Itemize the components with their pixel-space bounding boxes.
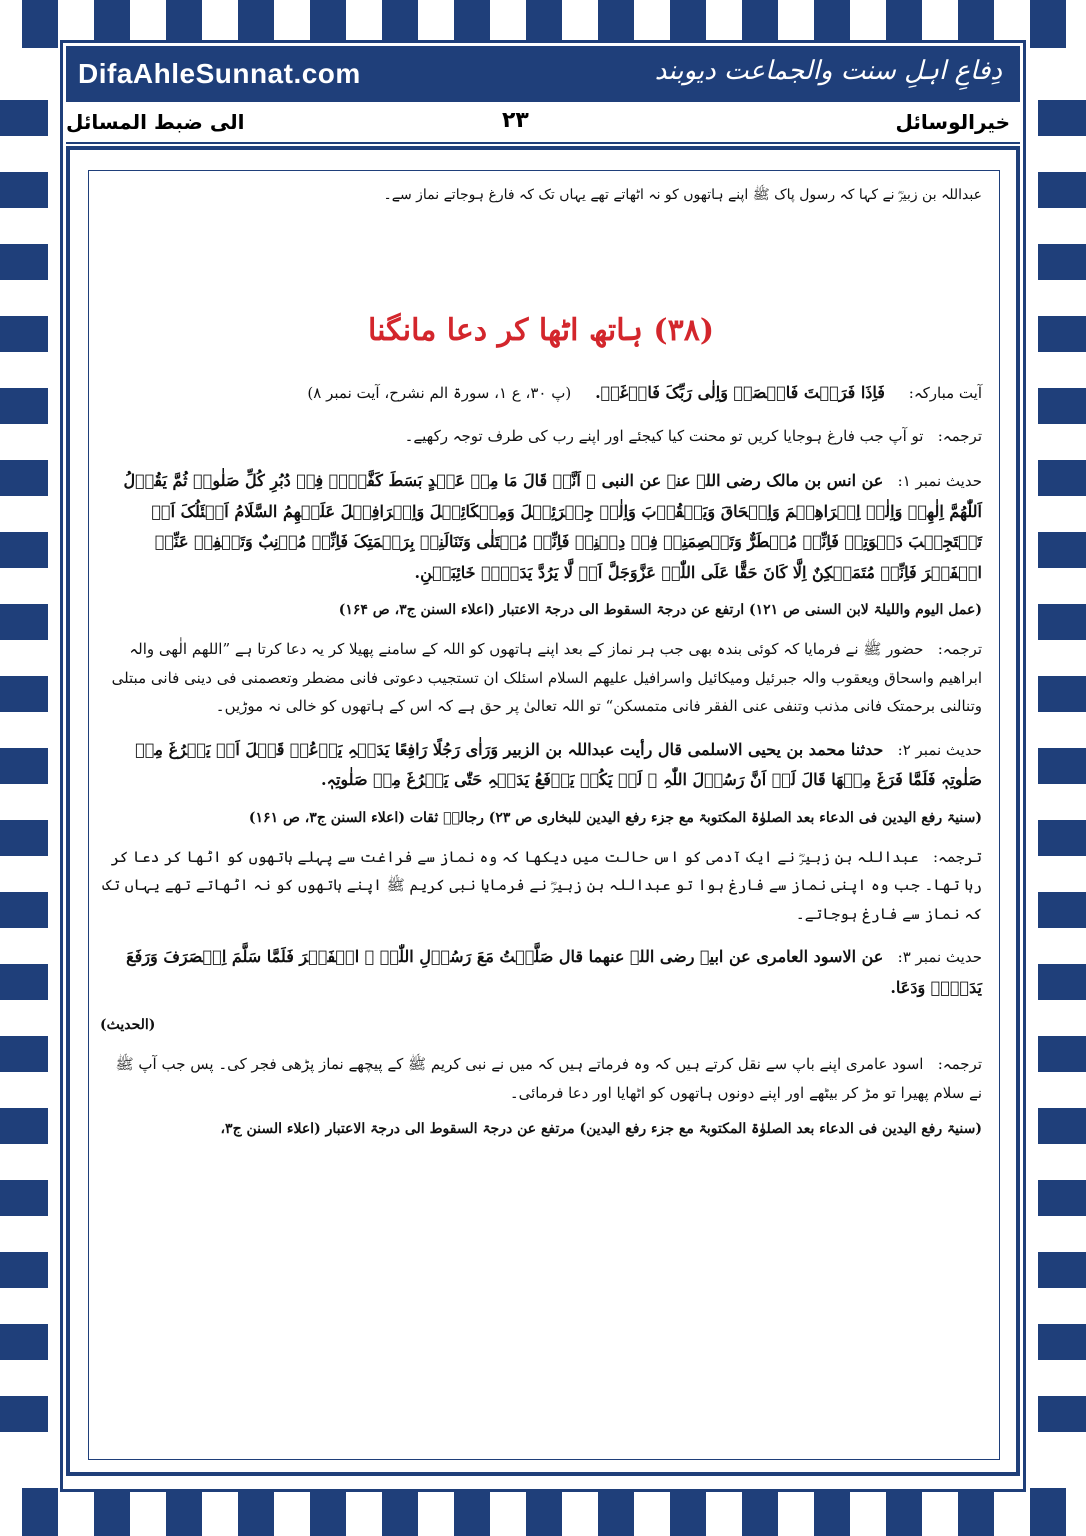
hadith-3-label: حدیث نمبر ۳: bbox=[897, 948, 982, 967]
left-border-squares bbox=[0, 0, 48, 1536]
book-subtitle: الی ضبط المسائل bbox=[66, 110, 245, 134]
ayah-translation-text: تو آپ جب فارغ ہوجایا کریں تو محنت کیا کیجئے اور اپنے رب کی طرف توجہ رکھیے۔ bbox=[404, 426, 924, 445]
meta-divider bbox=[66, 142, 1020, 144]
ayah-translation-label: ترجمہ: bbox=[937, 426, 982, 445]
hadith-2-translation-label: ترجمہ: bbox=[933, 847, 982, 866]
hadith-2-label: حدیث نمبر ۲: bbox=[897, 740, 982, 759]
hadith-2 bbox=[100, 735, 982, 796]
right-border-squares bbox=[1038, 0, 1086, 1536]
ayah-label: آیت مبارکہ: bbox=[908, 383, 982, 402]
hadith-1-translation bbox=[100, 635, 982, 721]
intro-text: عبداللہ بن زبیرؓ نے کہا کہ رسول پاک ﷺ اپنے ہاتھوں کو نہ اٹھاتے تھے یہاں تک کہ فارغ ہوجاتے نماز سے۔ bbox=[383, 187, 982, 203]
ayah-reference: (پ ۳۰، ع ۱، سورۃ الم نشرح، آیت نمبر ۸) bbox=[307, 383, 572, 402]
bottom-border-squares bbox=[0, 1488, 1086, 1536]
hadith-1-label: حدیث نمبر ۱: bbox=[897, 472, 982, 491]
hadith-1 bbox=[100, 466, 982, 588]
hadith-3-note: (الحدیث) bbox=[100, 1016, 156, 1033]
ayah-translation bbox=[100, 422, 982, 451]
ayah-block bbox=[100, 378, 982, 408]
hadith-3-translation bbox=[100, 1050, 982, 1107]
page-meta-row bbox=[66, 106, 1020, 142]
hadith-3-translation-text: اسود عامری اپنے باپ سے نقل کرتے ہیں کہ وہ فرماتے ہیں کہ میں نے نبی کریم ﷺ کے پیچھے نماز پڑھی فجر کی۔ پس جب آپ ﷺ نے سلام پھیرا تو مڑ کر بیٹھے اور اپنے دونوں ہاتھوں کو اٹھایا اور دعا فرمائی۔ bbox=[115, 1055, 982, 1102]
hadith-2-translation-text: عبداللہ بن زبیرؓ نے ایک آدمی کو اس حالت میں دیکھا کہ وہ نماز سے فراغت سے پہلے ہاتھوں کو اٹھا کر دعا کر رہا تھا۔ جب وہ اپنی نماز سے فارغ ہوا تو عبداللہ بن زبیرؓ نے فرمایا نبی کریم ﷺ اپنے ہاتھوں کو نہ اٹھاتے تھے یہاں تک کہ نماز سے فارغ ہوجاتے۔ bbox=[102, 847, 982, 923]
hadith-1-text: عن انس بن مالک رضی اللہ عنہ عن النبی ﷺ اَنَّہٗ قَالَ مَا مِنۡ عَبۡدٍ بَسَطَ کَفَّیۡہِ فِیۡ دُبُرِ کُلِّ صَلٰوۃٍ ثُمَّ یَقُوۡلُ اَللّٰھُمَّ اِلٰھِیۡ وَاِلٰہُ اِبۡرَاھِیۡمَ وَاِسۡحَاقَ وَیَعۡقُوۡبَ وَاِلٰہُ جِبۡرَئِیۡلَ وَمِیۡکَائِیۡلَ وَاِسۡرَافِیۡلَ عَلَیۡھِمُ السَّلَامُ اَسۡئَلُکَ اَنۡ تَسۡتَجِیۡبَ دَعۡوَتِیۡ فَاِنِّیۡ مُضۡطَرٌّ وَتَعۡصِمَنِیۡ فِیۡ دِیۡنِیۡ فَاِنِّیۡ مُبۡتَلٰی وَتَنَالَنِیۡ بِرَحۡمَتِکَ فَاِنِّیۡ مُذۡنِبٌ وَتَنۡفِیۡ عَنِّیۡ الۡفَقۡرَ فَاِنِّیۡ مُتَمَسۡکِنٌ اِلَّا کَانَ حَقًّا عَلَی اللّٰہِ عَزَّوَجَلَّ اَنۡ لَّا یَرُدَّ یَدَیۡہِ خَائِبَیۡنِ. bbox=[123, 471, 982, 582]
hadith-3 bbox=[100, 942, 982, 1003]
page-content bbox=[100, 176, 982, 1142]
site-name: DifaAhleSunnat.com bbox=[78, 58, 361, 89]
hadith-2-translation bbox=[100, 843, 982, 929]
book-title: خیرالوسائل bbox=[895, 110, 1010, 134]
hadith-2-reference: (سنیۃ رفع الیدین فی الدعاء بعد الصلوٰۃ المکتوبۃ مع جزء رفع الیدین للبخاری ص ۲۳) رجالہٗ ثقات (اعلاء السنن ج۳، ص ۱۶۱) bbox=[248, 809, 982, 826]
hadith-3-reference: (سنیۃ رفع الیدین فی الدعاء بعد الصلوٰۃ المکتوبۃ مع جزء رفع الیدین) مرتفع عن درجۃ السقوط الی درجۃ الاعتبار (اعلاء السنن ج۳، bbox=[220, 1121, 982, 1138]
chapter-title: (۳۸) ہاتھ اٹھا کر دعا مانگنا bbox=[367, 312, 715, 348]
site-logo: دِفاعِ اہلِ سنت والجماعت دیوبند bbox=[654, 56, 1002, 86]
hadith-1-translation-label: ترجمہ: bbox=[937, 640, 982, 659]
hadith-1-translation-text: حضور ﷺ نے فرمایا کہ کوئی بندہ بھی جب ہر نماز کے بعد اپنے ہاتھوں کو اللہ کے سامنے پھیلا کر یہ دعا کرتا ہے ”اللھم الٰھی والہ ابراھیم واسحاق ویعقوب والہ جبرئیل ومیکائیل واسرافیل علیھم السلام اسئلک ان تستجیب دعوتی فانی مضطر وتعصمنی فی دینی فانی مبتلی وتنالنی برحمتک فانی مذنب وتنفی عنی الفقر فانی متمسکن“ تو اللہ تعالیٰ پر حق ہے کہ اس کے ہاتھوں کو خالی نہ موڑیں۔ bbox=[111, 640, 982, 716]
hadith-1-reference: (عمل الیوم واللیلۃ لابن السنی ص ۱۲۱) ارتفع عن درجۃ السقوط الی درجۃ الاعتبار (اعلاء السنن ج۳، ص ۱۶۴) bbox=[338, 602, 982, 619]
hadith-3-text: عن الاسود العامری عن ابیہ رضی اللہ عنھما قال صَلَّیۡتُ مَعَ رَسُوۡلِ اللّٰہِ ﷺ الۡفَجۡرَ فَلَمَّا سَلَّمَ اِنۡصَرَفَ وَرَفَعَ یَدَیۡہِ وَدَعَا. bbox=[126, 947, 982, 997]
hadith-2-text: حدثنا محمد بن یحیی الاسلمی قال رأیت عبداللہ بن الزبیر وَرَاٰی رَجُلًا رَافِعًا یَدَیۡہِ یَدۡعُوۡ قَبۡلَ اَنۡ یَفۡرُغَ مِنۡ صَلٰوتِہٖ فَلَمَّا فَرَغَ مِنۡھَا قَالَ لَہٗ اَنَّ رَسُوۡلَ اللّٰہِ ﷺ لَمۡ یَکُنۡ یَرۡفَعُ یَدَیۡہِ حَتّٰی یَفۡرُغَ مِنۡ صَلٰوتِہٖ. bbox=[135, 739, 982, 790]
page-number: ۲۳ bbox=[502, 108, 529, 133]
ayah-text: فَاِذَا فَرَغۡتَ فَانۡصَبۡ وَاِلٰی رَبِّکَ فَارۡغَبۡ. bbox=[595, 382, 885, 402]
hadith-3-translation-label: ترجمہ: bbox=[937, 1055, 982, 1074]
